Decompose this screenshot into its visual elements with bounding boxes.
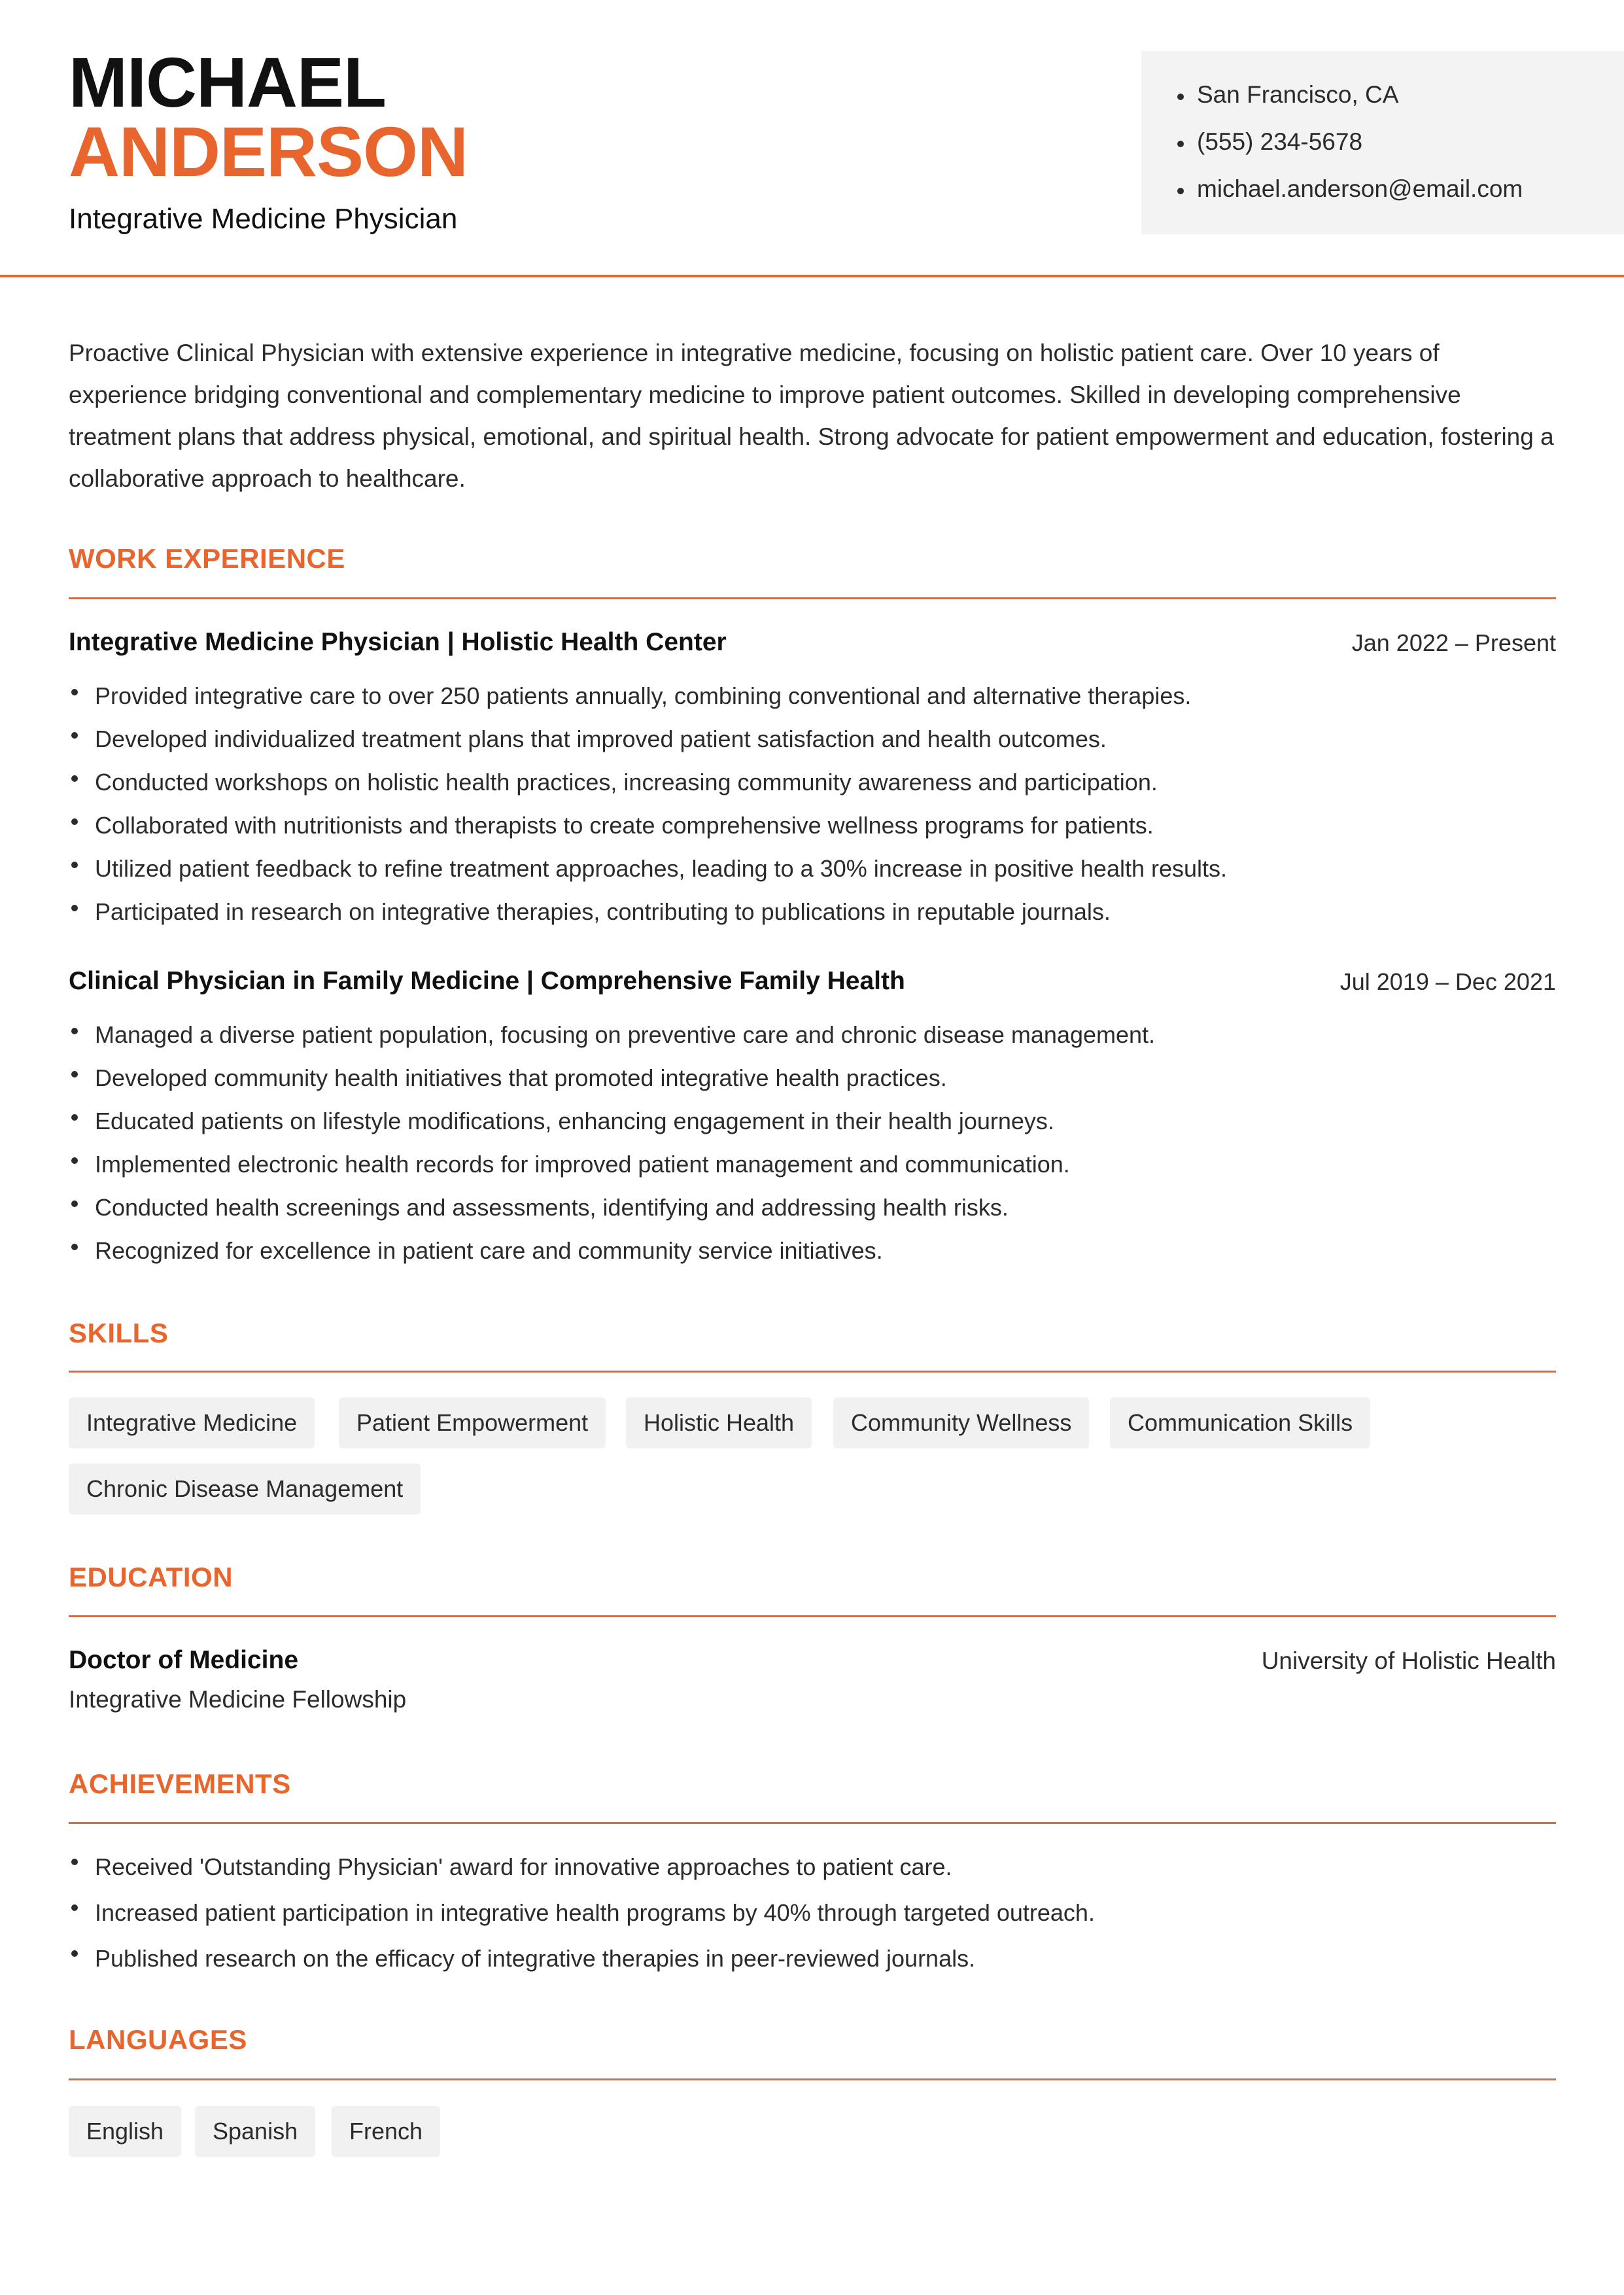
professional-summary: Proactive Clinical Physician with extensive experience in integrative medicine, focusing on holistic patient care. Over 10 years of experience bridging conventional and complementary medicine to improve patient outcomes. Skilled in developing comprehensive treatment plans that address physical, emotional, and spiritual health. Strong advocate for patient empowerment and education, fostering a collaborative approach to healthcare. <box>69 340 1554 492</box>
section-divider <box>69 1822 1556 1824</box>
skill-tag: Holistic Health <box>626 1397 812 1448</box>
section-divider <box>69 1371 1556 1373</box>
skill-tag: Patient Empowerment <box>339 1397 606 1448</box>
achievement-bullets <box>95 1844 1556 1982</box>
section-title-skills: SKILLS <box>69 1318 169 1348</box>
skill-tag: Community Wellness <box>833 1397 1089 1448</box>
section-title-work-experience: WORK EXPERIENCE <box>69 543 345 574</box>
list-item: Developed community health initiatives that promoted integrative health practices. <box>95 1057 1556 1100</box>
section-title-education: EDUCATION <box>69 1562 233 1592</box>
list-item: Conducted health screenings and assessments, identifying and addressing health risks. <box>95 1186 1556 1229</box>
language-tag: French <box>332 2106 440 2157</box>
list-item: Participated in research on integrative therapies, contributing to publications in reputable journals. <box>95 890 1556 934</box>
job-dates: Jan 2022 – Present <box>1351 629 1556 656</box>
job-title: Integrative Medicine Physician <box>69 203 458 235</box>
skill-tag: Communication Skills <box>1110 1397 1370 1448</box>
section-divider <box>69 2078 1556 2080</box>
job-dates: Jul 2019 – Dec 2021 <box>1339 968 1556 995</box>
list-item: Recognized for excellence in patient care and community service initiatives. <box>95 1229 1556 1272</box>
header-divider <box>0 275 1624 277</box>
job-header <box>69 967 1556 1000</box>
education-degree: Doctor of Medicine <box>69 1646 299 1674</box>
list-item: Developed individualized treatment plans that improved patient satisfaction and health outcomes. <box>95 718 1556 761</box>
contact-box <box>1141 51 1624 234</box>
list-item: Educated patients on lifestyle modifications, enhancing engagement in their health journeys. <box>95 1100 1556 1143</box>
contact-phone: (555) 234-5678 <box>1197 128 1363 155</box>
list-item: Provided integrative care to over 250 patients annually, combining conventional and alternative therapies. <box>95 674 1556 718</box>
section-divider <box>69 597 1556 599</box>
section-divider <box>69 1615 1556 1617</box>
education-school: University of Holistic Health <box>1261 1647 1556 1674</box>
language-tag: Spanish <box>195 2106 315 2157</box>
list-item: Implemented electronic health records for improved patient management and communication. <box>95 1143 1556 1186</box>
section-title-achievements: ACHIEVEMENTS <box>69 1768 291 1799</box>
list-item: Increased patient participation in integrative health programs by 40% through targeted outreach. <box>95 1890 1556 1936</box>
list-item: Received 'Outstanding Physician' award for innovative approaches to patient care. <box>95 1844 1556 1890</box>
education-program: Integrative Medicine Fellowship <box>69 1686 407 1713</box>
first-name: MICHAEL <box>69 43 386 122</box>
job-header <box>69 628 1556 661</box>
job-role: Integrative Medicine Physician | Holistic Health Center <box>69 628 727 656</box>
list-item: Collaborated with nutritionists and therapists to create comprehensive wellness programs for patients. <box>95 804 1556 847</box>
skill-tag: Integrative Medicine <box>69 1397 315 1448</box>
job-bullets <box>95 1013 1556 1272</box>
list-item: Utilized patient feedback to refine treatment approaches, leading to a 30% increase in positive health results. <box>95 847 1556 890</box>
job-bullets <box>95 674 1556 934</box>
resume-header <box>0 0 1624 277</box>
contact-location: San Francisco, CA <box>1197 81 1399 108</box>
language-tag: English <box>69 2106 181 2157</box>
last-name: ANDERSON <box>69 112 468 191</box>
skill-tag: Chronic Disease Management <box>69 1463 421 1515</box>
section-title-languages: LANGUAGES <box>69 2024 247 2055</box>
list-item: Published research on the efficacy of integrative therapies in peer-reviewed journals. <box>95 1936 1556 1982</box>
list-item: Managed a diverse patient population, focusing on preventive care and chronic disease management. <box>95 1013 1556 1057</box>
job-role: Clinical Physician in Family Medicine | Comprehensive Family Health <box>69 967 905 995</box>
contact-email: michael.anderson@email.com <box>1197 175 1523 202</box>
list-item: Conducted workshops on holistic health practices, increasing community awareness and participation. <box>95 761 1556 804</box>
